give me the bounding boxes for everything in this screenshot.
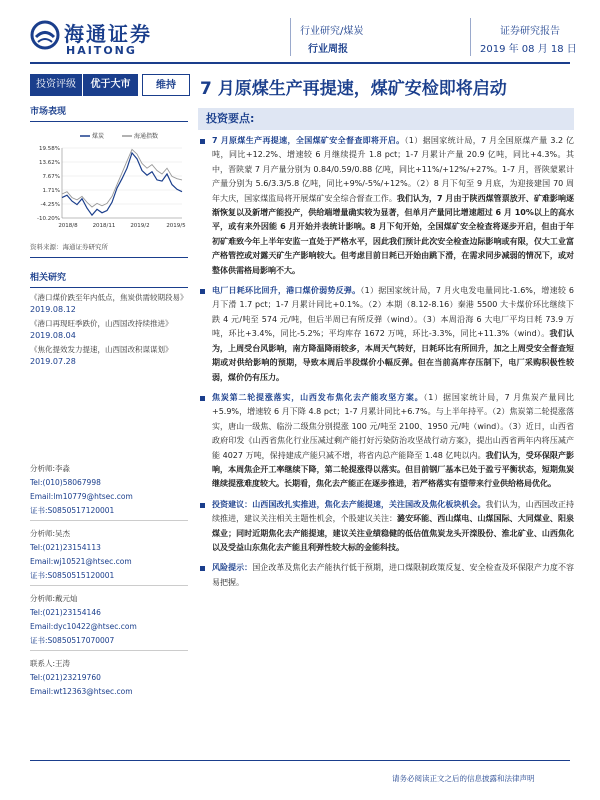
analyst-email[interactable]: Email:lm10779@htsec.com xyxy=(30,492,133,501)
key-point-lead: 7 月原煤生产再提速，全国煤矿安全督查即将开启。 xyxy=(212,136,405,145)
key-point xyxy=(198,134,574,278)
analyst-card xyxy=(30,527,188,586)
key-point-emphasis: 我们认为，7 月由于陕西煤管票放开、矿难影响逐渐恢复以及新增产能投产，供给端增量确实较为显著，但单月产量同比增速超过 6 月 10%以上的高水平，或有来外因能 6 月开始并表统计影响。8 月下旬开始，全国煤矿安全检查将逐步开启，但由于年初矿难致今年上半年安监一直处于严格水平，因此我们预计此次安全检查边际影响或有限，仅大工业富产格管控或对露天矿生产影响较大。但考虑目前日耗已开始由跳下滑，在需求同步减弱的情况下，或对整体供需格局影响不大。 xyxy=(212,193,574,275)
key-point xyxy=(198,391,574,492)
logo-cn: 海通证券 xyxy=(64,22,152,46)
key-point-lead: 电厂日耗环比回升，港口煤价弱势反弹。 xyxy=(212,286,361,296)
key-point xyxy=(198,498,574,556)
rating-value: 优于大市 xyxy=(82,74,138,96)
header-rule xyxy=(30,62,570,64)
main-column xyxy=(198,108,574,596)
analyst-email[interactable]: Email:wt12363@htsec.com xyxy=(30,687,133,696)
disclaimer: 请务必阅读正文之后的信息披露和法律声明 xyxy=(392,774,535,783)
y-tick-label: -4.25% xyxy=(40,202,60,208)
rating-status: 维持 xyxy=(142,74,190,96)
key-point-lead: 焦炭第二轮提涨落实，山西发布焦化去产能攻坚方案。 xyxy=(212,392,424,402)
y-tick-label: 7.67% xyxy=(42,174,60,180)
key-points xyxy=(198,134,574,590)
y-tick-label: -10.20% xyxy=(37,216,60,222)
report-date: 2019 年 08 月 18 日 xyxy=(480,44,577,55)
rating-box xyxy=(30,74,190,96)
analyst-cert: 证书:S0850515120001 xyxy=(30,571,115,580)
analyst-card xyxy=(30,657,188,699)
x-tick-label: 2018/11 xyxy=(92,223,116,229)
page-title: 7 月原煤生产再提速，煤矿安检即将启动 xyxy=(200,79,507,99)
analyst-separator xyxy=(30,585,188,586)
market-chart xyxy=(30,126,188,236)
y-tick-label: 1.71% xyxy=(42,188,60,194)
x-tick-label: 2018/8 xyxy=(58,223,78,229)
analyst-separator xyxy=(30,650,188,651)
related-research xyxy=(30,270,188,368)
related-item-title[interactable]: 《焦化提效发力提速，山西国改积谋谋划》 xyxy=(30,345,173,354)
key-point-lead: 投资建议：山西国改扎实推进，焦化去产能提速，关注国改及焦化板块机会。 xyxy=(212,499,486,509)
analyst-card xyxy=(30,462,188,521)
analyst-tel: Tel:(021)23219760 xyxy=(30,673,101,682)
analyst-email[interactable]: Email:dyc10422@htsec.com xyxy=(30,622,137,631)
square-bullet-icon xyxy=(200,503,205,508)
key-point-body: 国企改革及焦化去产能执行低于预期，进口煤限制政策反复、安全检查及环保限产力度不容易把握。 xyxy=(212,563,575,587)
related-item-date: 2019.08.04 xyxy=(30,331,76,340)
related-item-date: 2019.07.28 xyxy=(30,357,76,366)
key-point-lead: 风险提示： xyxy=(212,563,253,573)
analyst-role: 联系人:王涛 xyxy=(30,659,71,668)
related-list xyxy=(30,292,188,368)
key-point xyxy=(198,561,574,590)
analyst-role: 分析师:李淼 xyxy=(30,464,71,473)
related-item-title[interactable]: 《港口再现旺季跌价，山西国改持续推进》 xyxy=(30,319,173,328)
chart-source: 资料来源：海通证券研究所 xyxy=(30,242,188,258)
key-point-body: 我们认为，山西国改正持续推进，建议关注相关主题性机会，个股建议关注： xyxy=(212,499,575,524)
key-point-emphasis: 我们认为，上周受台风影响，南方降温降雨较多，本周天气转好，日耗环比有所回升，加之上周受安全督查短期或对供给影响的预期，导致本周后半段煤价小幅反弹。但在当前高库存压制下，电厂采购积极性较弱，煤价仍有压力。 xyxy=(212,329,574,382)
report-category: 行业研究/煤炭 xyxy=(300,26,364,37)
key-point xyxy=(198,284,574,385)
x-tick-label: 2019/5 xyxy=(166,223,186,229)
key-point-body: （1）据国家统计局，7 月全国原煤产量 3.2 亿吨，同比+12.2%、增速较 6 月继续提升 1.8 pct；1-7 月累计产量 20.9 亿吨，同比+4.3%。其中，晋陕蒙 7 月产量分别为 0.84/0.59/0.88 亿吨，同比+11%/+12%/+27%。1-7 月，晋陕蒙累计产量分别为 5.6/3.3/5.8 亿吨，同比+9%/-5%/+12%。（2）8 月下旬至 9 月底，为迎接建国 70 周年大庆，国家煤监局将开展煤矿安全综合督查工作。 xyxy=(212,136,574,203)
analyst-role: 分析师:戴元灿 xyxy=(30,594,78,603)
square-bullet-icon xyxy=(200,566,205,571)
analyst-separator xyxy=(30,520,188,521)
analyst-cert: 证书:S0850517070007 xyxy=(30,636,115,645)
divider xyxy=(470,18,471,56)
analyst-card xyxy=(30,592,188,651)
report-type: 行业周报 xyxy=(308,44,348,55)
y-tick-label: 13.62% xyxy=(39,160,60,166)
analyst-role: 分析师:吴杰 xyxy=(30,529,71,538)
legend-label: 煤炭 xyxy=(92,133,105,140)
page-header xyxy=(0,0,600,70)
square-bullet-icon xyxy=(200,139,205,144)
related-item-title[interactable]: 《港口煤价跌至年内低点，焦炭供需较期段易》 xyxy=(30,293,188,302)
legend-label: 海通指数 xyxy=(134,133,159,140)
related-heading: 相关研究 xyxy=(30,270,188,288)
key-point-body: （1）据国家统计局，7 月焦炭产量同比+5.9%，增速较 6 月下降 4.8 pct；1-7 月累计同比+6.7%。与上半年持平。（2）焦炭第二轮提涨落实，唐山一级焦、临汾二级焦分别提涨 100 元/吨至 2100、1950 元/吨（wind）。（3）近日，山西省政府印发《山西省焦化行业压减过剩产能打好污染防治攻坚战行动方案》，提出山西省两年内将压减产能 4027 万吨，保持建成产能只减不增，将省内总产能降至 1.48 亿吨以内。 xyxy=(212,392,574,460)
x-tick-label: 2019/2 xyxy=(130,223,150,229)
key-points-heading: 投资要点: xyxy=(198,108,574,130)
logo-en: HAITONG xyxy=(66,44,137,57)
divider xyxy=(290,18,291,56)
square-bullet-icon xyxy=(200,396,205,401)
analyst-email[interactable]: Email:wj10521@htsec.com xyxy=(30,557,132,566)
footer-rule xyxy=(30,760,570,761)
analyst-tel: Tel:(021)23154146 xyxy=(30,608,101,617)
doc-type: 证券研究报告 xyxy=(500,26,560,37)
related-item-date: 2019.08.12 xyxy=(30,305,76,314)
key-point-body: （1）据国家统计局，7 月火电发电量同比-1.6%，增速较 6 月下滑 1.7 pct；1-7 月累计同比+0.1%。（2）本期（8.12-8.16）秦港 5500 大卡煤价环比继续下跌 4 元/吨至 574 元/吨，但后半周已有所反弹（wind）。（3）本周沿海 6 大电厂平均日耗 73.9 万吨，环比+3.4%，同比-5.2%；平均库存 1672 万吨，环比-3.3%，同比+11.3%（wind）。 xyxy=(212,286,574,339)
market-chart-svg xyxy=(30,126,188,236)
key-point-emphasis: 潞安环能、西山煤电、山煤国际、大同煤业、阳泉煤业；同时近期焦化去产能提速，建议关注业绩稳健的低估值焦炭龙头开滦股份、淮北矿业、山西焦化以及受益山东焦化去产能且利弹性较大标的金能科技。 xyxy=(212,514,574,552)
left-column xyxy=(30,104,188,370)
analyst-tel: Tel:(021)23154113 xyxy=(30,543,101,552)
y-tick-label: 19.58% xyxy=(39,146,60,152)
haitong-logo-icon xyxy=(30,20,60,50)
analyst-cert: 证书:S0850517120001 xyxy=(30,506,115,515)
company-logo xyxy=(30,18,170,62)
square-bullet-icon xyxy=(200,289,205,294)
rating-label: 投资评级 xyxy=(30,74,82,96)
analyst-tel: Tel:(010)58067998 xyxy=(30,478,101,487)
analyst-list xyxy=(30,462,188,705)
key-point-emphasis: 我们认为，受环保限产影响，本周焦企开工率继续下降，第二轮提涨得以落实。但目前钢厂基本已处于盈亏平衡状态，短期焦炭继续提涨难度较大。长期看，焦化去产能正在逐步推进，若严格落实有望带来行业供给格局优化。 xyxy=(212,450,575,489)
market-heading: 市场表现 xyxy=(30,104,188,122)
